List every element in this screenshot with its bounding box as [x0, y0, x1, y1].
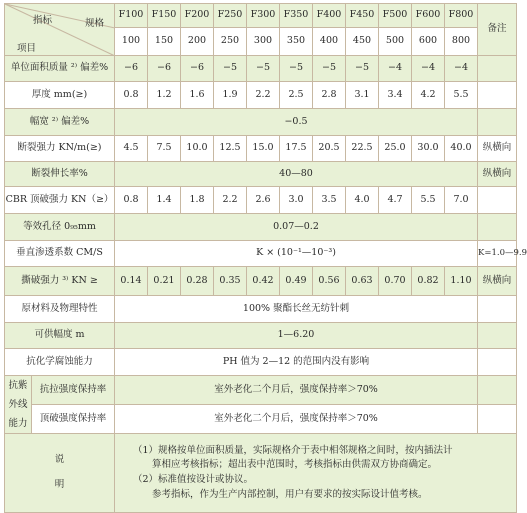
table-cell: 12.5	[214, 136, 247, 162]
spec-value: 400	[313, 28, 346, 56]
spec-value: 800	[445, 28, 478, 56]
remark-cell	[478, 376, 517, 405]
spec-header: F300	[247, 4, 280, 28]
row-label: 断裂强力 KN/m(≥)	[5, 136, 115, 162]
table-cell: 4.7	[379, 187, 412, 214]
merged-value-cell: 100% 聚酯长丝无纺针刺	[115, 296, 478, 323]
table-cell: 2.2	[247, 82, 280, 109]
remark-cell	[478, 405, 517, 434]
table-cell: 30.0	[412, 136, 445, 162]
table-cell: 3.1	[346, 82, 379, 109]
remark-cell	[478, 82, 517, 109]
spec-value: 100	[115, 28, 148, 56]
uv-group-label: 抗紫 外线 能力	[5, 376, 32, 434]
spec-header: F400	[313, 4, 346, 28]
spec-value: 600	[412, 28, 445, 56]
table-cell: 3.4	[379, 82, 412, 109]
row-label: 可供幅度 m	[5, 323, 115, 349]
table-cell: −5	[313, 56, 346, 82]
note-line: （2）标准值按设计或协议。	[133, 474, 254, 485]
note-line: 算相应考核指标；超出表中范围时，考核指标由供需双方协商确定。	[133, 459, 438, 471]
corner-header-cell	[5, 4, 115, 56]
spec-header: F100	[115, 4, 148, 28]
merged-value-cell: 室外老化二个月后，强度保持率＞70%	[115, 376, 478, 405]
table-cell: −6	[148, 56, 181, 82]
notes-label: 说 明	[5, 434, 115, 513]
merged-value-cell: 0.07—0.2	[115, 214, 478, 241]
table-cell: 2.2	[214, 187, 247, 214]
table-cell: 4.2	[412, 82, 445, 109]
table-cell: −5	[214, 56, 247, 82]
spec-value: 250	[214, 28, 247, 56]
table-cell: 2.8	[313, 82, 346, 109]
row-label: 原材料及物理特性	[5, 296, 115, 323]
table-cell: 0.56	[313, 267, 346, 296]
merged-value-cell: 室外老化二个月后，强度保持率＞70%	[115, 405, 478, 434]
table-cell: −6	[115, 56, 148, 82]
row-label: 撕破强力 ³⁾ KN ≥	[5, 267, 115, 296]
table-cell: 25.0	[379, 136, 412, 162]
row-label: 断裂伸长率%	[5, 162, 115, 187]
spec-header: F600	[412, 4, 445, 28]
row-label: 顶破强度保持率	[32, 405, 115, 434]
table-cell: 0.35	[214, 267, 247, 296]
spec-value: 150	[148, 28, 181, 56]
row-label: 抗拉强度保持率	[32, 376, 115, 405]
remark-cell	[478, 56, 517, 82]
spec-value: 200	[181, 28, 214, 56]
remark-cell	[478, 296, 517, 323]
table-cell: 4.5	[115, 136, 148, 162]
merged-value-cell: PH 值为 2—12 的范围内没有影响	[115, 349, 478, 376]
remark-cell	[478, 214, 517, 241]
table-cell: 15.0	[247, 136, 280, 162]
table-cell: 0.42	[247, 267, 280, 296]
merged-value-cell: 40—80	[115, 162, 478, 187]
table-cell: 0.28	[181, 267, 214, 296]
table-cell: 5.5	[445, 82, 478, 109]
table-cell: 0.8	[115, 82, 148, 109]
table-cell: −4	[445, 56, 478, 82]
table-cell: 0.21	[148, 267, 181, 296]
corner-index-label: 指标	[33, 15, 53, 26]
remark-cell: K=1.0—9.9	[478, 241, 517, 267]
remark-cell: 纵横向	[478, 136, 517, 162]
table-cell: 0.49	[280, 267, 313, 296]
spec-header: F500	[379, 4, 412, 28]
table-cell: 3.5	[313, 187, 346, 214]
table-cell: 0.14	[115, 267, 148, 296]
spec-header: F200	[181, 4, 214, 28]
remark-cell	[478, 187, 517, 214]
spec-header: F450	[346, 4, 379, 28]
table-cell: 0.82	[412, 267, 445, 296]
corner-item-label: 项目	[17, 43, 37, 54]
remark-cell	[478, 323, 517, 349]
spec-table	[4, 3, 527, 376]
spec-value: 350	[280, 28, 313, 56]
row-label: 厚度 mm(≥)	[5, 82, 115, 109]
notes-content	[115, 434, 517, 513]
table-cell: −5	[346, 56, 379, 82]
spec-header: F150	[148, 4, 181, 28]
spec-header: F350	[280, 4, 313, 28]
row-label: 抗化学腐蚀能力	[5, 349, 115, 376]
table-cell: −4	[412, 56, 445, 82]
table-cell: 20.5	[313, 136, 346, 162]
row-label: 等效孔径 0₉₅mm	[5, 214, 115, 241]
table-cell: 0.8	[115, 187, 148, 214]
spec-value: 450	[346, 28, 379, 56]
table-cell: 5.5	[412, 187, 445, 214]
table-cell: 1.8	[181, 187, 214, 214]
remark-cell: 纵横向	[478, 162, 517, 187]
table-cell: 1.2	[148, 82, 181, 109]
table-cell: 1.10	[445, 267, 478, 296]
table-cell: −6	[181, 56, 214, 82]
spec-table-container	[4, 3, 527, 513]
remark-cell	[478, 109, 517, 136]
table-cell: 0.70	[379, 267, 412, 296]
row-label: CBR 顶破强力 KN（≥）	[5, 187, 115, 214]
merged-value-cell: −0.5	[115, 109, 478, 136]
table-cell: 22.5	[346, 136, 379, 162]
table-cell: 0.63	[346, 267, 379, 296]
table-cell: 7.5	[148, 136, 181, 162]
row-label: 单位面积质量 ²⁾ 偏差%	[5, 56, 115, 82]
spec-header: F250	[214, 4, 247, 28]
remark-header: 备注	[478, 4, 517, 56]
table-cell: 17.5	[280, 136, 313, 162]
merged-value-cell: K × (10⁻¹—10⁻³)	[115, 241, 478, 267]
table-cell: 1.6	[181, 82, 214, 109]
uv-and-notes-table	[4, 375, 517, 513]
row-label: 垂直渗透系数 CM/S	[5, 241, 115, 267]
table-cell: −4	[379, 56, 412, 82]
table-cell: 2.5	[280, 82, 313, 109]
table-cell: 3.0	[280, 187, 313, 214]
spec-header: F800	[445, 4, 478, 28]
row-label: 幅宽 ²⁾ 偏差%	[5, 109, 115, 136]
corner-spec-label: 规格	[85, 18, 105, 29]
spec-value: 500	[379, 28, 412, 56]
table-cell: 2.6	[247, 187, 280, 214]
table-cell: 1.9	[214, 82, 247, 109]
table-cell: 4.0	[346, 187, 379, 214]
table-cell: −5	[280, 56, 313, 82]
merged-value-cell: 1—6.20	[115, 323, 478, 349]
remark-cell	[478, 349, 517, 376]
spec-value: 300	[247, 28, 280, 56]
table-cell: 1.4	[148, 187, 181, 214]
table-cell: −5	[247, 56, 280, 82]
table-cell: 7.0	[445, 187, 478, 214]
table-cell: 10.0	[181, 136, 214, 162]
remark-cell: 纵横向	[478, 267, 517, 296]
note-line: （1）规格按单位面积质量，实际规格介于表中相邻规格之间时，按内插法计	[133, 444, 453, 456]
note-line: 参考指标，作为生产内部控制，用户有要求的按实际设计值考核。	[133, 488, 428, 500]
table-cell: 40.0	[445, 136, 478, 162]
